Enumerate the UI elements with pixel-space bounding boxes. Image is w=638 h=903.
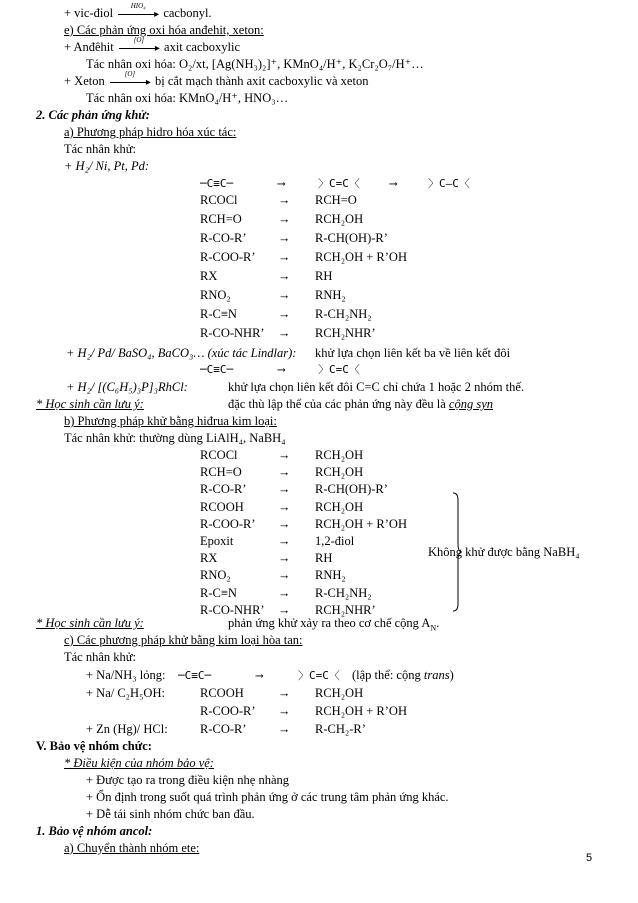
- section-heading-2: 2. Các phản ứng khử:: [36, 108, 150, 122]
- note-label: * Học sinh cần lưu ý:: [36, 616, 144, 630]
- alkyne: ─C≡C─: [200, 363, 234, 376]
- reactant: RX: [200, 269, 218, 283]
- hydride-agents: Tác nhân khử: thường dùng LiAlH₄, NaBH₄: [64, 431, 286, 445]
- subsection-heading-1: 1. Bảo vệ nhóm ancol:: [36, 824, 153, 838]
- arrow: →: [278, 686, 291, 700]
- subscript: N: [430, 623, 437, 633]
- emphasis: trans: [423, 668, 450, 682]
- text: + Anđêhit: [64, 40, 114, 54]
- reactant: R-C≡N: [200, 307, 237, 321]
- arrow: →: [278, 722, 291, 736]
- reactant: RNO₂: [200, 288, 231, 302]
- product: RCH₂OH: [315, 686, 364, 700]
- text: + vic-điol: [64, 6, 114, 20]
- text: cacbonyl.: [163, 6, 212, 20]
- text: đặc thù lập thể của các phản ứng này đều là: [228, 397, 449, 411]
- alkane: 〉C–C〈: [428, 177, 470, 190]
- alkene: 〉C=C〈: [318, 177, 360, 190]
- text: .: [436, 616, 440, 630]
- product: RCH₂OH + R’OH: [315, 704, 407, 718]
- arrow: →: [278, 212, 291, 226]
- heading-b: b) Phương pháp khử bằng hiđrua kim loại:: [64, 414, 277, 428]
- arrow: →: [278, 307, 291, 321]
- reagent-label: + Zn (Hg)/ HCl:: [86, 722, 168, 736]
- product: RCH₂OH + R’OH: [315, 516, 407, 531]
- reactant: R-CO-R’: [200, 231, 247, 245]
- arrow: →: [278, 585, 291, 600]
- wilkinson-desc: khử lựa chọn liên kết đôi C=C chỉ chứa 1 hoặc 2 nhóm thế.: [228, 380, 525, 394]
- arrow: ⟶: [278, 363, 285, 376]
- arrow: →: [278, 516, 291, 531]
- heading-c: c) Các phương pháp khử bằng kim loại hòa tan:: [64, 633, 303, 647]
- product: RCH₂OH: [315, 212, 364, 226]
- reactant: R-CO-NHR’: [200, 326, 265, 340]
- arrow-label: [O]: [124, 70, 136, 78]
- alkyne: ─C≡C─: [178, 669, 212, 682]
- reagent-label: + Na/ C₂H₅OH:: [86, 686, 165, 700]
- text: bị cắt mạch thành axit cacboxylic và xeton: [154, 74, 369, 88]
- arrow: →: [278, 568, 291, 583]
- conditions-title: * Điều kiện của nhóm bảo vệ:: [64, 756, 214, 770]
- condition-item: + Dễ tái sinh nhóm chức ban đầu.: [86, 807, 255, 821]
- reactant: R-C≡N: [200, 585, 237, 600]
- reactant: RCOCl: [200, 448, 238, 462]
- product: R-CH₂NH₂: [315, 307, 372, 321]
- arrow-label: HIO₄: [130, 2, 146, 10]
- product: RCH₂NHR’: [315, 602, 376, 617]
- product: RNH₂: [315, 568, 346, 583]
- product: RNH₂: [315, 288, 346, 302]
- oxidant-line-2: Tác nhân oxi hóa: KMnO₄/H⁺, HNO₃…: [86, 91, 289, 105]
- arrow-with-label: HIO₄ ▸: [116, 6, 160, 21]
- note-1: [36, 397, 144, 412]
- arrow: →: [278, 231, 291, 245]
- arrow: →: [278, 482, 291, 497]
- product: RCH=O: [315, 193, 357, 207]
- text: (lập thể: cộng: [352, 668, 424, 682]
- arrow: →: [278, 551, 291, 566]
- product: RCH₂NHR’: [315, 326, 376, 340]
- product: RH: [315, 269, 333, 283]
- arrow: →: [278, 269, 291, 283]
- zn-hcl-line: [86, 722, 566, 737]
- reactant: R-CO-R’: [200, 482, 247, 497]
- product: R-CH₂-R’: [315, 722, 366, 736]
- line-xeton: [64, 70, 369, 89]
- product: 1,2-điol: [315, 534, 355, 548]
- arrow: →: [278, 448, 291, 462]
- reactant: R-COO-R’: [200, 250, 256, 264]
- reactant: RCH=O: [200, 465, 242, 480]
- alkene: 〉C=C〈: [318, 363, 360, 376]
- heading-e: e) Các phản ứng oxi hóa anđehit, xeton:: [64, 23, 264, 37]
- line-vic-diol: [64, 2, 212, 21]
- heading-1a: a) Chuyển thành nhóm ete:: [64, 841, 200, 855]
- arrow-with-label: [O] ▸: [117, 40, 161, 55]
- alkyne: ─C≡C─: [200, 177, 234, 190]
- reactant: RCOCl: [200, 193, 238, 207]
- arrow: →: [278, 193, 291, 207]
- note-label: * Học sinh cần lưu ý:: [36, 397, 144, 411]
- oxidant-line-1: Tác nhân oxi hóa: O₂/xt, [Ag(NH₃)₂]⁺, KMnO₄/H⁺, K₂Cr₂O₇/H⁺…: [86, 57, 424, 71]
- product: RH: [315, 551, 333, 566]
- reactant: RCH=O: [200, 212, 242, 226]
- reactant: Epoxit: [200, 534, 234, 548]
- note-2: [36, 616, 144, 631]
- arrow: →: [278, 250, 291, 264]
- arrow: →: [278, 465, 291, 480]
- arrow: ⟶: [256, 669, 263, 682]
- note-1-desc: [228, 397, 493, 412]
- reagent-label: + Na/NH₃ lỏng:: [86, 668, 166, 682]
- wilkinson-label: + H₂/ [(C₆H₅)₃P]₃RhCl:: [66, 380, 188, 394]
- arrow: →: [278, 326, 291, 340]
- reactant: RCOOH: [200, 499, 244, 514]
- product: R-CH₂NH₂: [315, 585, 372, 600]
- nabh4-note: Không khử được bằng NaBH₄: [428, 545, 580, 559]
- heading-a: a) Phương pháp hidro hóa xúc tác:: [64, 125, 237, 139]
- arrow: →: [278, 288, 291, 302]
- product: R-CH(OH)-R’: [315, 482, 388, 497]
- product: RCH₂OH: [315, 448, 364, 462]
- condition-item: + Ổn định trong suốt quá trình phản ứng ở các trung tâm phản ứng khác.: [86, 790, 449, 804]
- na-nh3-line: [86, 668, 566, 683]
- section-heading-5: V. Bảo vệ nhóm chức:: [36, 739, 152, 753]
- reactant: R-COO-R’: [200, 516, 256, 531]
- page-number: 5: [586, 852, 593, 864]
- product: RCH₂OH + R’OH: [315, 250, 407, 264]
- product: RCH₂OH: [315, 499, 364, 514]
- lindlar-label: + H₂/ Pd/ BaSO₄, BaCO₃… (xúc tác Lindlar):: [66, 346, 297, 360]
- arrow: →: [278, 534, 291, 548]
- reactant: R-COO-R’: [200, 704, 256, 718]
- reactant: R-CO-R’: [200, 722, 247, 736]
- product: R-CH(OH)-R’: [315, 231, 388, 245]
- condition-item: + Được tạo ra trong điều kiện nhẹ nhàng: [86, 773, 290, 787]
- text: ): [449, 668, 454, 682]
- arrow-with-label: [O] ▸: [108, 74, 152, 89]
- arrow: →: [278, 499, 291, 514]
- text: axit cacboxylic: [164, 40, 241, 54]
- label-tac-nhan-2: Tác nhân khử:: [64, 650, 137, 664]
- lindlar-desc: khử lựa chọn liên kết ba về liên kết đôi: [315, 346, 511, 360]
- text: + Xeton: [64, 74, 105, 88]
- arrow: →: [278, 704, 291, 718]
- label-tac-nhan: Tác nhân khử:: [64, 142, 137, 156]
- arrow: ⟶: [390, 177, 397, 190]
- product: RCH₂OH: [315, 465, 364, 480]
- reactant: RX: [200, 551, 218, 566]
- arrow: ⟶: [278, 177, 285, 190]
- emphasis: cộng syn: [448, 397, 494, 411]
- arrow-label: [O]: [133, 36, 145, 44]
- reactant: RNO₂: [200, 568, 231, 583]
- alkene: 〉C=C〈: [298, 669, 340, 682]
- line-andehit: [64, 36, 241, 55]
- reactant: RCOOH: [200, 686, 244, 700]
- arrow: →: [278, 602, 291, 617]
- label-h2-ni: + H₂/ Ni, Pt, Pd:: [64, 159, 149, 173]
- reactant: R-CO-NHR’: [200, 602, 265, 617]
- text: phản ứng khử xảy ra theo cơ chế cộng A: [228, 616, 431, 630]
